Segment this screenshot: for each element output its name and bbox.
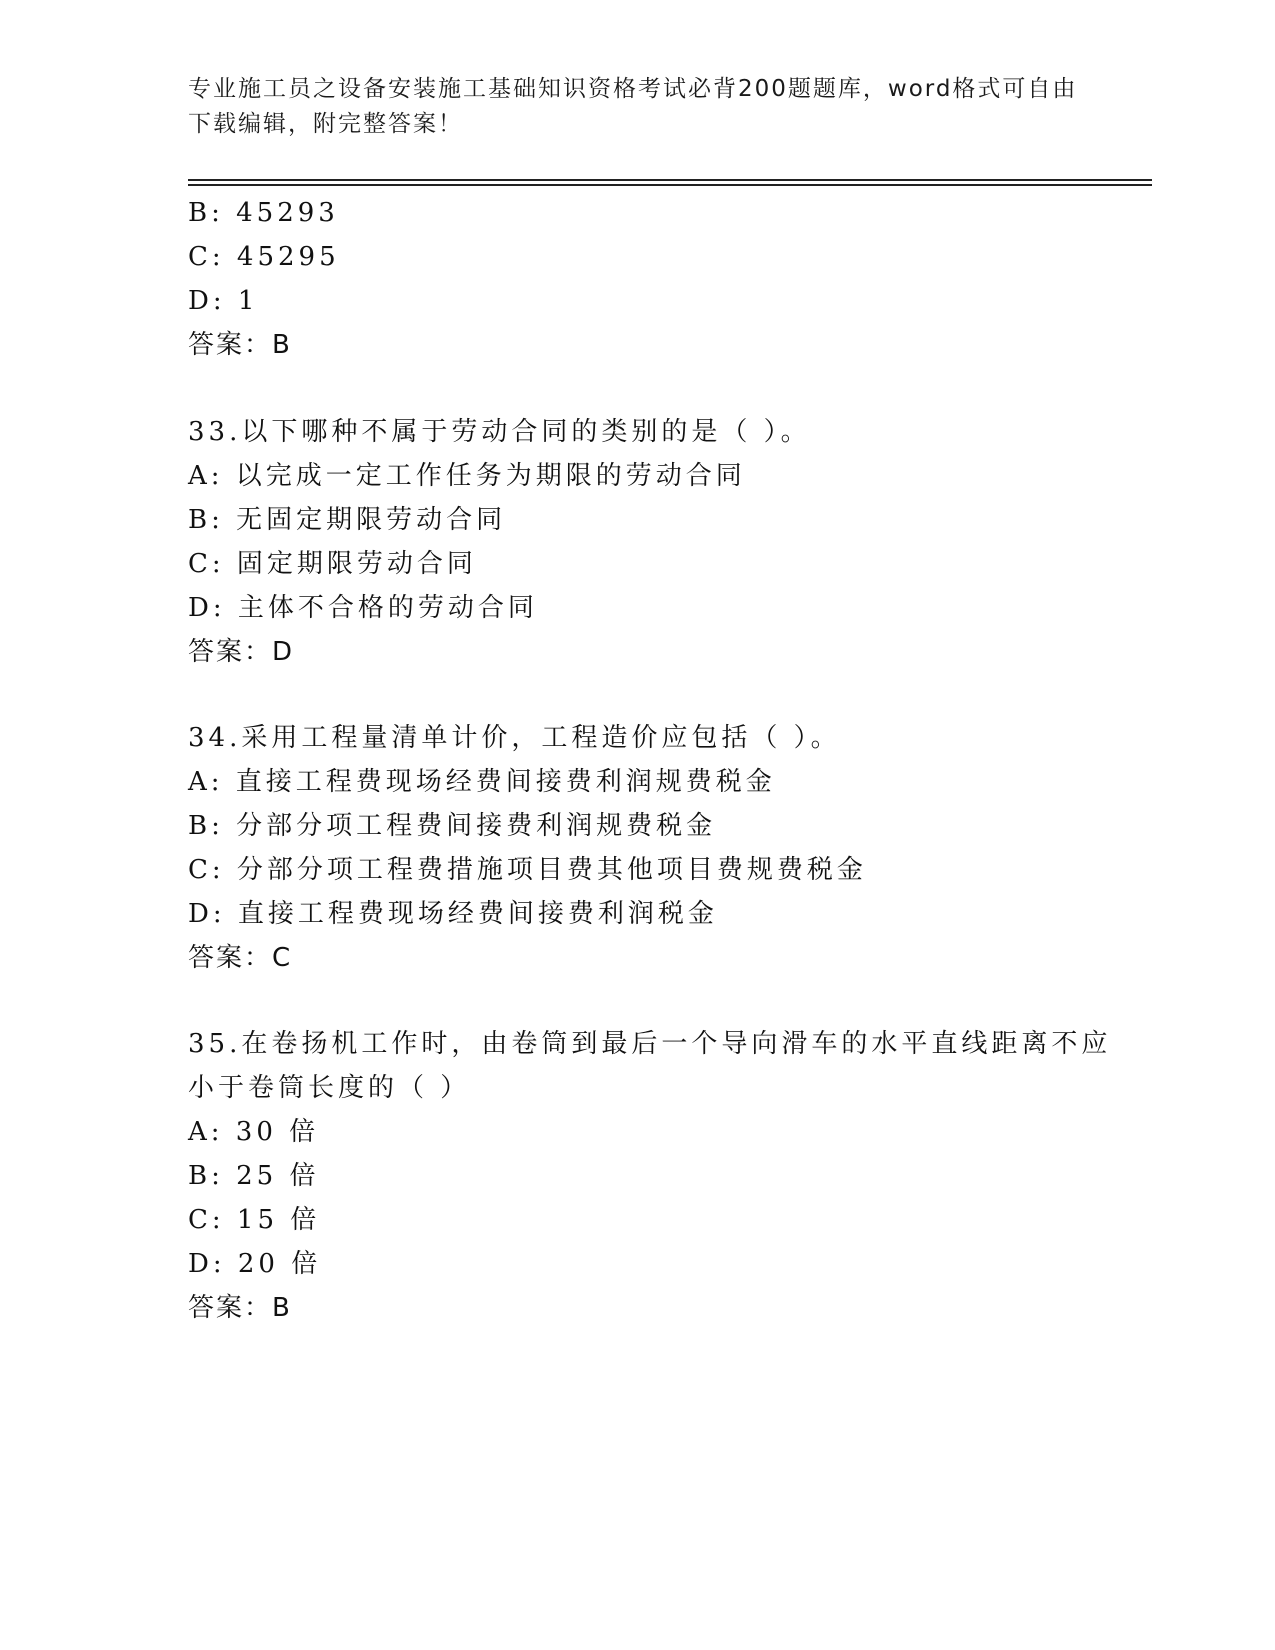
document-header [188, 72, 1088, 142]
q32-option-b: B: 45293 [188, 198, 339, 228]
q33-answer: 答案：D [188, 637, 295, 667]
header-divider-top [188, 179, 1152, 181]
q34-option-b: B: 分部分项工程费间接费利润规费税金 [188, 811, 717, 841]
q33-option-c: C: 固定期限劳动合同 [188, 549, 477, 579]
q33-option-d: D: 主体不合格的劳动合同 [188, 593, 538, 623]
header-line-1: 专业施工员之设备安装施工基础知识资格考试必背200题题库，word格式可自由 [188, 76, 1078, 102]
q35-option-a: A: 30 倍 [188, 1117, 320, 1147]
q35-option-c: C: 15 倍 [188, 1205, 321, 1235]
q34-answer: 答案：C [188, 943, 293, 973]
q34-question: 34.采用工程量清单计价，工程造价应包括（ ）。 [188, 723, 841, 753]
q35-question-line-2: 小于卷筒长度的（ ） [188, 1073, 471, 1103]
q32-answer: 答案：B [188, 330, 292, 360]
q32-option-c: C: 45295 [188, 242, 340, 272]
q33-option-a: A: 以完成一定工作任务为期限的劳动合同 [188, 461, 746, 491]
q35-question-line-1: 35.在卷扬机工作时，由卷筒到最后一个导向滑车的水平直线距离不应 [188, 1029, 1112, 1059]
header-divider-bottom [188, 184, 1152, 186]
q35-option-b: B: 25 倍 [188, 1161, 320, 1191]
q34-option-d: D: 直接工程费现场经费间接费利润税金 [188, 899, 718, 929]
q33-question: 33.以下哪种不属于劳动合同的类别的是（ ）。 [188, 417, 811, 447]
q34-option-c: C: 分部分项工程费措施项目费其他项目费规费税金 [188, 855, 867, 885]
header-line-2: 下载编辑，附完整答案！ [188, 111, 463, 137]
q33-option-b: B: 无固定期限劳动合同 [188, 505, 507, 535]
q35-answer: 答案：B [188, 1293, 292, 1323]
q35-option-d: D: 20 倍 [188, 1249, 322, 1279]
q34-option-a: A: 直接工程费现场经费间接费利润规费税金 [188, 767, 776, 797]
q32-option-d: D: 1 [188, 286, 259, 316]
